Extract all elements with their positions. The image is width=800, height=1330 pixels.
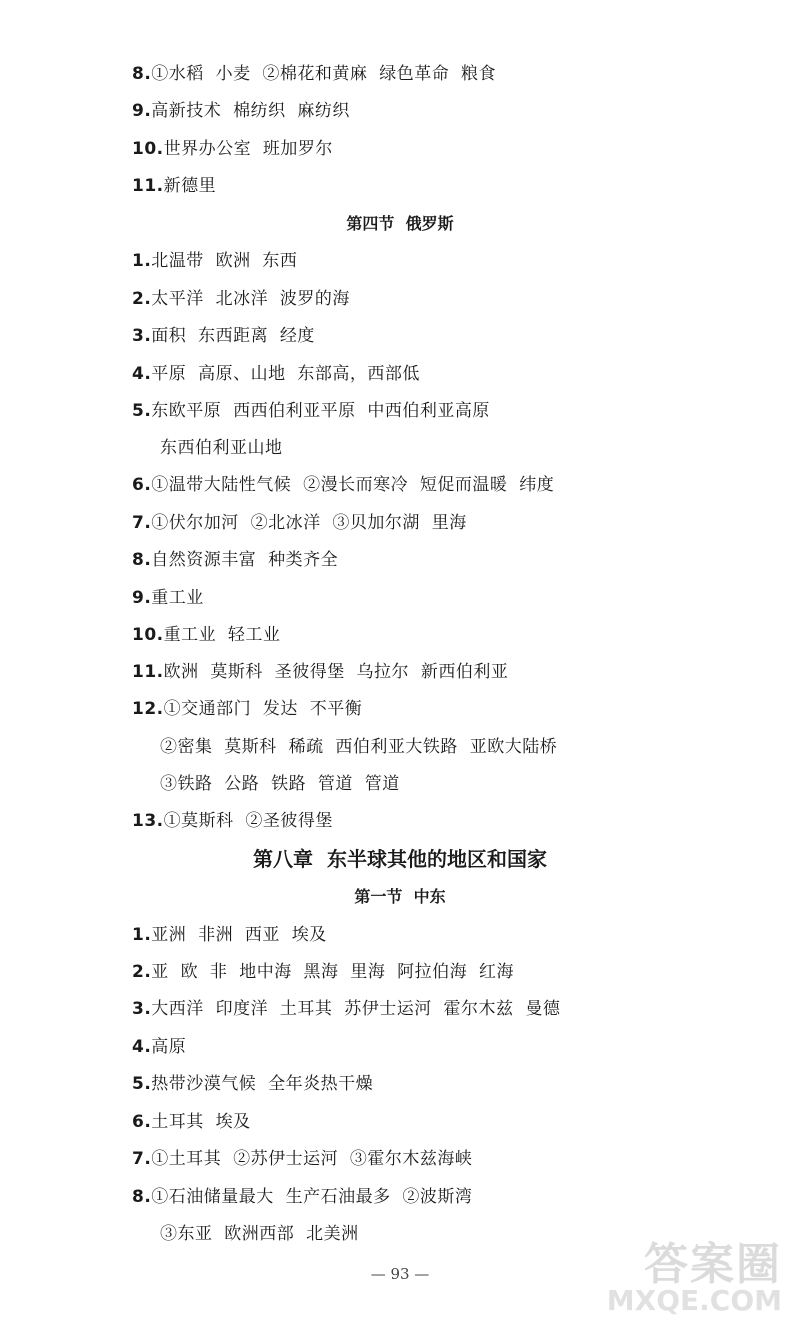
answer-continuation	[160, 773, 400, 795]
answer-line	[132, 1073, 373, 1095]
answer-text: 自然资源丰富 种类齐全	[151, 550, 339, 570]
question-number: 6.	[132, 1112, 152, 1132]
question-number: 4.	[132, 1037, 152, 1057]
question-number: 5.	[132, 1074, 152, 1094]
answer-text: 土耳其 埃及	[151, 1112, 251, 1132]
question-number: 3.	[132, 326, 152, 346]
answer-line	[132, 288, 350, 310]
answer-line	[132, 1036, 186, 1058]
chapter-heading: 第八章 东半球其他的地区和国家	[253, 847, 547, 871]
answer-text: ③铁路 公路 铁路 管道 管道	[160, 774, 400, 794]
watermark-url: MXQE.COM	[606, 1284, 782, 1317]
watermark-text: 答案圈	[644, 1239, 782, 1290]
answer-text: 新德里	[163, 176, 217, 196]
answer-line	[132, 661, 508, 683]
answer-continuation	[160, 736, 557, 758]
answer-continuation	[160, 437, 283, 459]
answer-line	[132, 998, 560, 1020]
question-number: 8.	[132, 64, 152, 84]
question-number: 7.	[132, 513, 152, 533]
question-number: 6.	[132, 475, 152, 495]
answer-text: 东欧平原 西西伯利亚平原 中西伯利亚高原	[151, 401, 490, 421]
answer-text: 高原	[151, 1037, 187, 1057]
answer-text: ③东亚 欧洲西部 北美洲	[160, 1224, 359, 1244]
answer-text: 东西伯利亚山地	[160, 438, 283, 458]
question-number: 10.	[132, 625, 164, 645]
answer-line	[132, 549, 338, 571]
answer-text: 亚 欧 非 地中海 黑海 里海 阿拉伯海 红海	[151, 962, 514, 982]
answer-text: ①土耳其 ②苏伊士运河 ③霍尔木兹海峡	[151, 1149, 473, 1169]
answer-line	[132, 698, 362, 720]
answer-text: ①伏尔加河 ②北冰洋 ③贝加尔湖 里海	[151, 513, 467, 533]
answer-text: ②密集 莫斯科 稀疏 西伯利亚大铁路 亚欧大陆桥	[160, 737, 558, 757]
answer-line	[132, 474, 554, 496]
question-number: 7.	[132, 1149, 152, 1169]
answer-line	[132, 961, 514, 983]
question-number: 3.	[132, 999, 152, 1019]
answer-line	[132, 325, 315, 347]
answer-text: 重工业 轻工业	[163, 625, 281, 645]
question-number: 2.	[132, 289, 152, 309]
question-number: 9.	[132, 588, 152, 608]
answer-line	[132, 1186, 472, 1208]
answer-line	[132, 250, 297, 272]
answer-line	[132, 1148, 472, 1170]
answer-text: ①石油储量最大 生产石油最多 ②波斯湾	[151, 1187, 473, 1207]
answer-line	[132, 363, 420, 385]
answer-text: ①温带大陆性气候 ②漫长而寒冷 短促而温暖 纬度	[151, 475, 555, 495]
question-number: 1.	[132, 925, 152, 945]
answer-line	[132, 624, 280, 646]
answer-text: ①水稻 小麦 ②棉花和黄麻 绿色革命 粮食	[151, 64, 497, 84]
answer-line	[132, 1111, 251, 1133]
answer-text: 热带沙漠气候 全年炎热干燥	[151, 1074, 374, 1094]
answer-text: ①莫斯科 ②圣彼得堡	[163, 811, 333, 831]
answer-text: 世界办公室 班加罗尔	[163, 139, 333, 159]
question-number: 9.	[132, 101, 152, 121]
question-number: 1.	[132, 251, 152, 271]
answer-text: 亚洲 非洲 西亚 埃及	[151, 925, 327, 945]
answer-line	[132, 175, 216, 197]
watermark-logo	[582, 1228, 782, 1324]
page-number: — 93 —	[370, 1265, 430, 1283]
answer-line	[132, 587, 204, 609]
question-number: 8.	[132, 1187, 152, 1207]
answer-text: ①交通部门 发达 不平衡	[163, 699, 363, 719]
question-number: 11.	[132, 176, 164, 196]
section-heading: 第四节 俄罗斯	[346, 214, 454, 233]
question-number: 11.	[132, 662, 164, 682]
answer-line	[132, 512, 467, 534]
answer-text: 太平洋 北冰洋 波罗的海	[151, 289, 350, 309]
answer-text: 北温带 欧洲 东西	[151, 251, 298, 271]
question-number: 10.	[132, 139, 164, 159]
answer-continuation	[160, 1223, 359, 1245]
answer-line	[132, 138, 333, 160]
answer-text: 欧洲 莫斯科 圣彼得堡 乌拉尔 新西伯利亚	[163, 662, 509, 682]
answer-text: 平原 高原、山地 东部高，西部低	[151, 364, 420, 384]
answer-line	[132, 100, 350, 122]
answer-line	[132, 810, 333, 832]
answer-line	[132, 400, 490, 422]
answer-text: 面积 东西距离 经度	[151, 326, 315, 346]
question-number: 5.	[132, 401, 152, 421]
question-number: 8.	[132, 550, 152, 570]
question-number: 2.	[132, 962, 152, 982]
answer-text: 高新技术 棉纺织 麻纺织	[151, 101, 350, 121]
section-heading: 第一节 中东	[354, 887, 446, 906]
question-number: 4.	[132, 364, 152, 384]
answer-text: 大西洋 印度洋 土耳其 苏伊士运河 霍尔木兹 曼德	[151, 999, 561, 1019]
question-number: 12.	[132, 699, 164, 719]
answer-text: 重工业	[151, 588, 204, 608]
answer-line	[132, 924, 327, 946]
question-number: 13.	[132, 811, 164, 831]
answer-line	[132, 63, 496, 85]
